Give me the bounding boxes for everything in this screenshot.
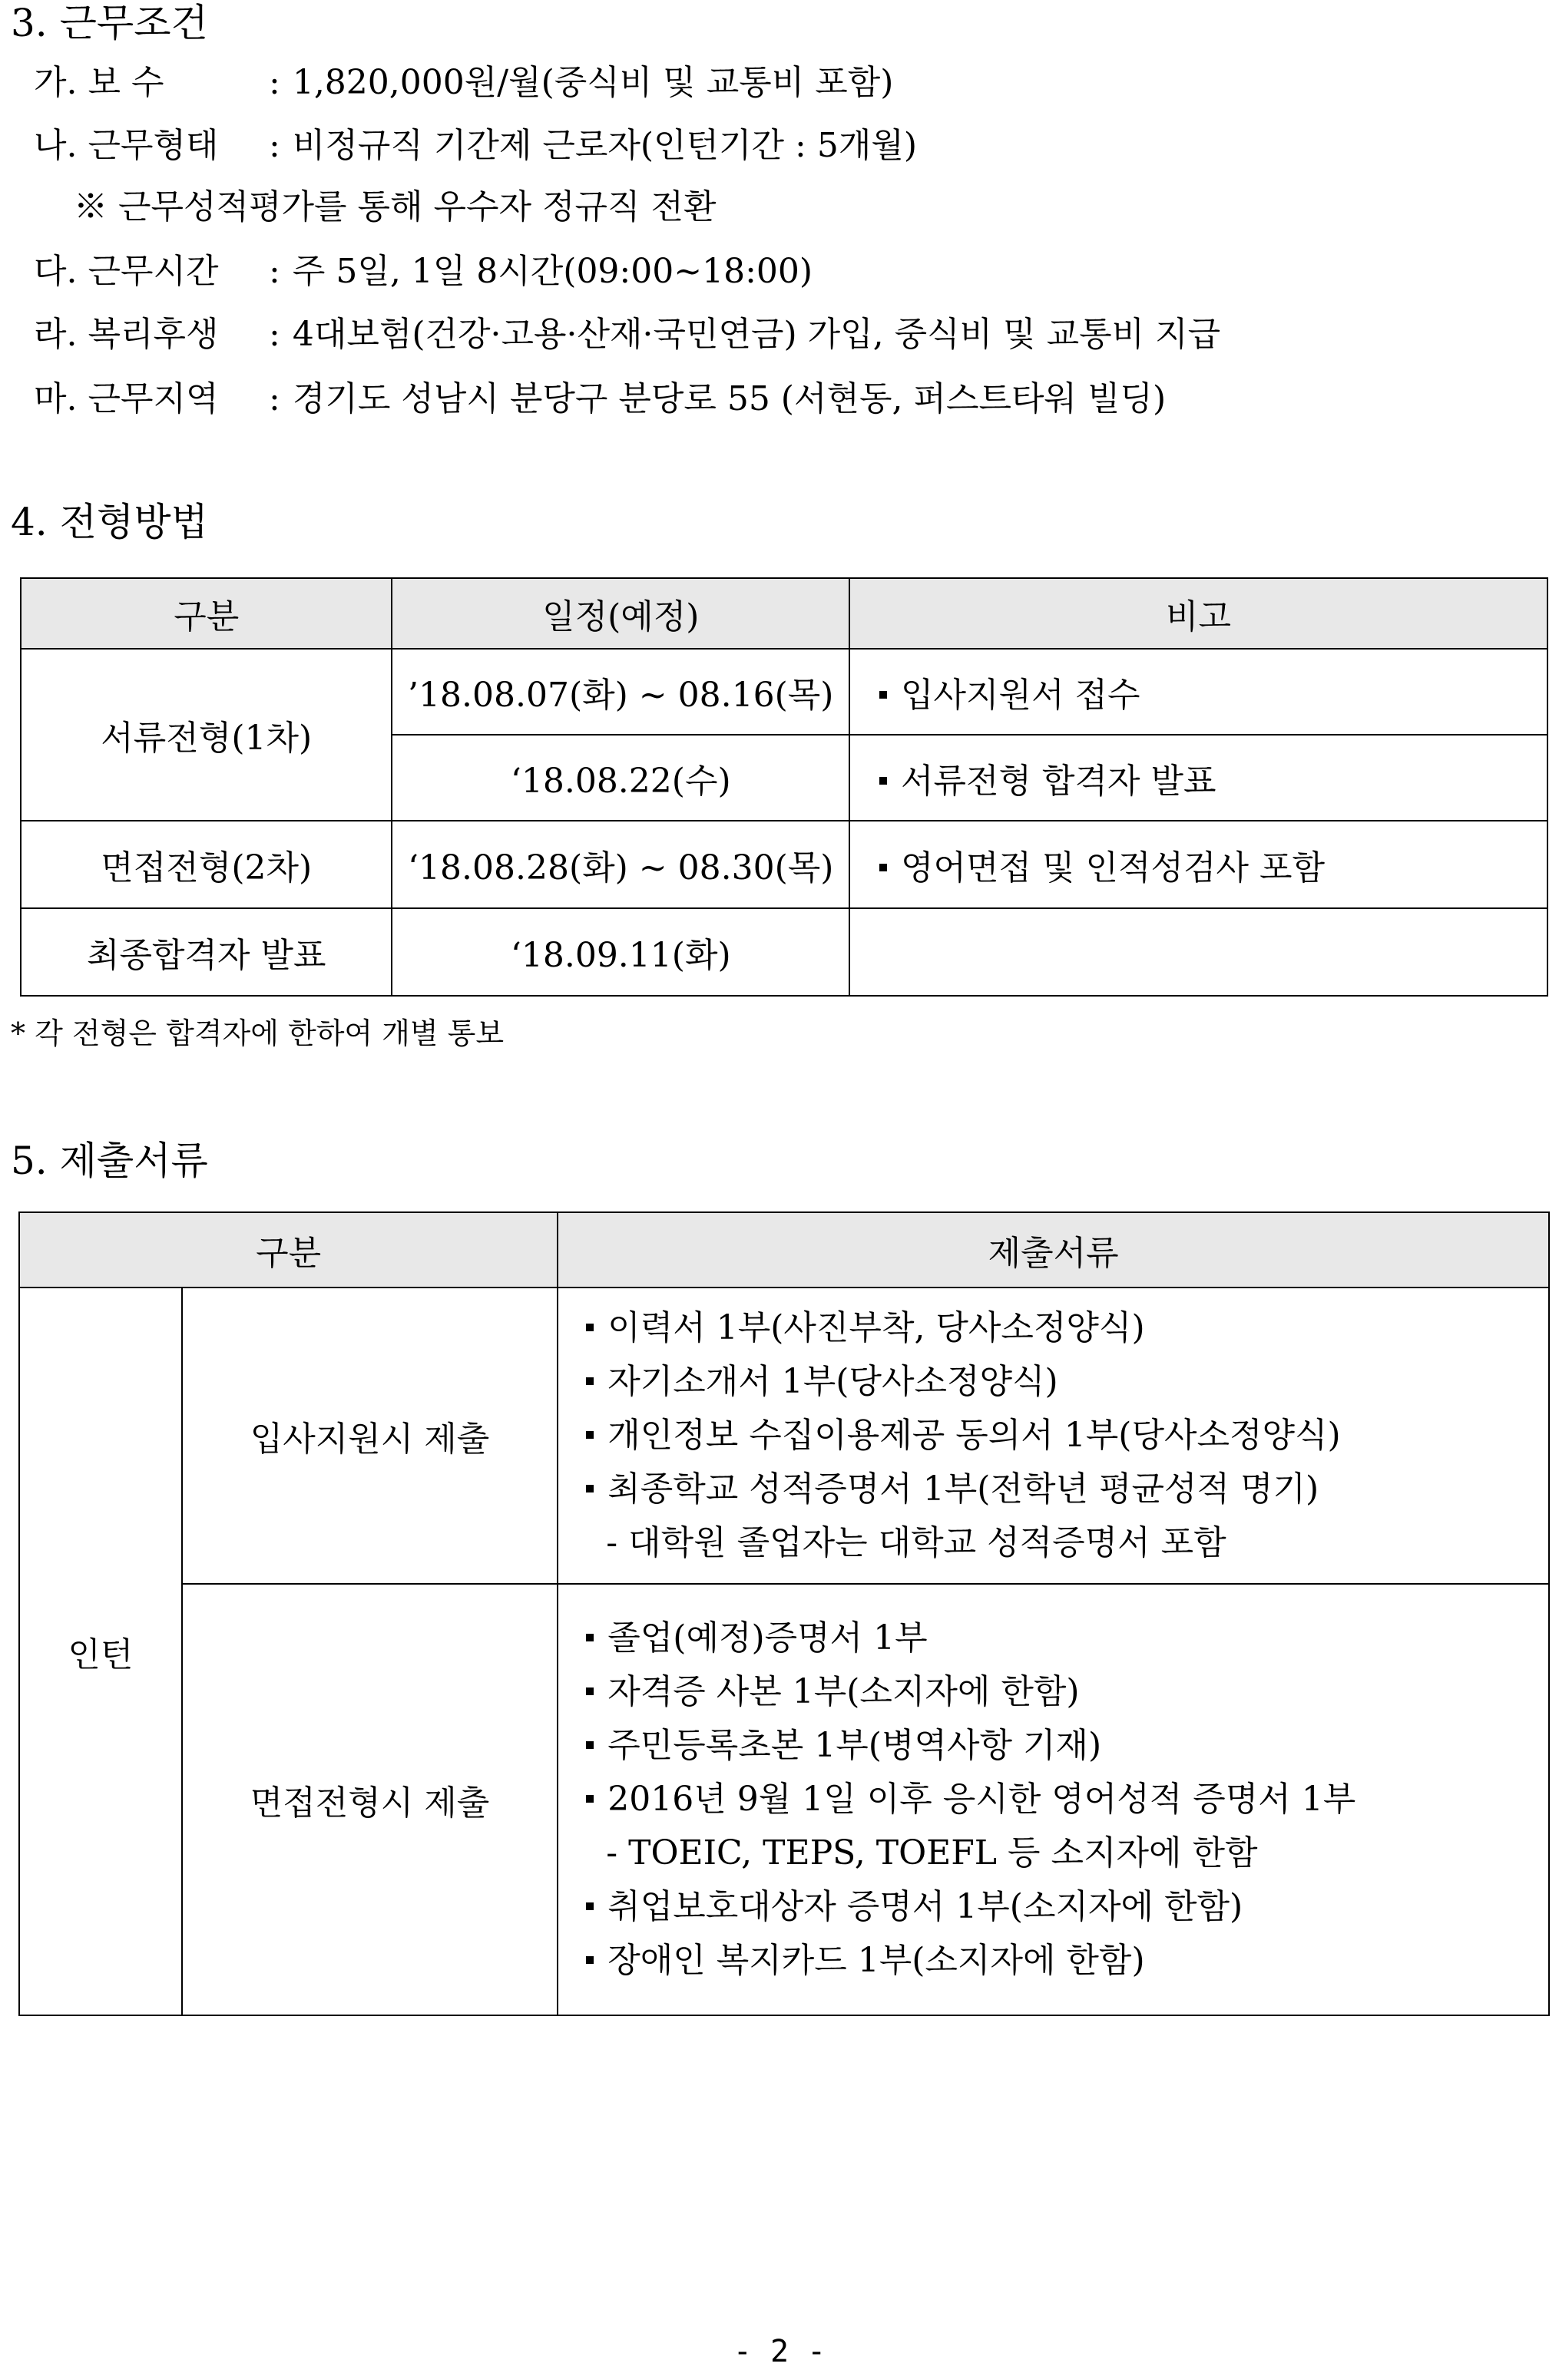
section4-heading: 4. 전형방법: [11, 500, 208, 544]
condition-benefits: 라. 복리후생 : 4대보험(건강·고용·산재·국민연금) 가입, 중식비 및 교통비 지급: [34, 313, 1220, 356]
document-item: [586, 1719, 1548, 1773]
remark-cell: [849, 649, 1547, 735]
schedule-cell: ‘18.08.28(화) ~ 08.30(목): [392, 821, 849, 908]
schedule-cell: ‘18.08.22(수): [392, 735, 849, 821]
condition-value: 주 5일, 1일 8시간(09:00~18:00): [292, 252, 813, 291]
bullet-icon: [879, 864, 887, 871]
header-stage: 구분: [21, 578, 392, 649]
remark-cell: [849, 821, 1547, 908]
bullet-icon: [586, 1956, 594, 1964]
condition-label: 가. 보 수: [34, 63, 164, 102]
document-subitem: - 대학원 졸업자는 대학교 성적증명서 포함: [606, 1523, 1226, 1562]
bullet-icon: [879, 691, 887, 699]
section3-heading: 3. 근무조건: [11, 1, 208, 45]
document-text: 개인정보 수집이용제공 동의서 1부(당사소정양식): [607, 1416, 1341, 1455]
document-item: [586, 1611, 1548, 1665]
bullet-icon: [586, 1634, 594, 1641]
document-item: [586, 1463, 1548, 1516]
condition-location: 마. 근무지역 : 경기도 성남시 분당구 분당로 55 (서현동, 퍼스트타워 빌딩): [34, 378, 1166, 421]
bullet-icon: [879, 777, 887, 785]
stage-cell: 면접전형(2차): [21, 821, 392, 908]
document-text: 장애인 복지카드 1부(소지자에 한함): [607, 1941, 1145, 1980]
bullet-icon: [586, 1687, 594, 1695]
condition-value: 1,820,000원/월(중식비 및 교통비 포함): [292, 63, 894, 102]
condition-value: 비정규직 기간제 근로자(인턴기간 : 5개월): [292, 126, 917, 165]
bullet-icon: [586, 1795, 594, 1803]
remark-cell: [849, 735, 1547, 821]
remark-cell-empty: [849, 908, 1547, 996]
document-text: 최종학교 성적증명서 1부(전학년 평균성적 명기): [607, 1469, 1319, 1509]
bullet-icon: [586, 1741, 594, 1749]
condition-employment: 나. 근무형태 : 비정규직 기간제 근로자(인턴기간 : 5개월): [34, 124, 917, 167]
bullet-icon: [586, 1431, 594, 1439]
document-text: 졸업(예정)증명서 1부: [607, 1618, 928, 1658]
stage-cell: 최종합격자 발표: [21, 908, 392, 996]
document-item: [586, 1409, 1548, 1463]
document-item: [586, 1773, 1548, 1826]
condition-label: 나. 근무형태: [34, 126, 219, 165]
bullet-icon: [586, 1902, 594, 1910]
header-documents: 제출서류: [558, 1212, 1549, 1288]
document-item: [586, 1934, 1548, 1988]
selection-schedule-table: [20, 577, 1548, 997]
document-text: 자기소개서 1부(당사소정양식): [607, 1362, 1058, 1401]
document-subitem: - TOEIC, TEPS, TOEFL 등 소지자에 한함: [606, 1833, 1258, 1873]
schedule-cell: ‘18.09.11(화): [392, 908, 849, 996]
section5-heading: 5. 제출서류: [11, 1139, 208, 1183]
document-list: [558, 1584, 1549, 2015]
condition-value: 경기도 성남시 분당구 분당로 55 (서현동, 퍼스트타워 빌딩): [292, 379, 1167, 418]
group-cell: 면접전형시 제출: [182, 1584, 558, 2015]
document-item: [586, 1301, 1548, 1355]
remark-text: 서류전형 합격자 발표: [901, 762, 1216, 801]
document-text: 주민등록초본 1부(병역사항 기재): [607, 1726, 1102, 1765]
category-cell: 인턴: [19, 1288, 182, 2015]
document-text: 자격증 사본 1부(소지자에 한함): [607, 1672, 1080, 1711]
header-remark: 비고: [849, 578, 1547, 649]
document-text: 2016년 9월 1일 이후 응시한 영어성적 증명서 1부: [607, 1780, 1356, 1819]
document-text: 이력서 1부(사진부착, 당사소정양식): [607, 1308, 1145, 1347]
stage-cell: 서류전형(1차): [21, 649, 392, 821]
bullet-icon: [586, 1377, 594, 1385]
condition-label: 다. 근무시간: [34, 252, 219, 291]
remark-text: 입사지원서 접수: [901, 676, 1140, 715]
selection-footnote: * 각 전형은 합격자에 한하여 개별 통보: [11, 1016, 505, 1050]
bullet-icon: [586, 1324, 594, 1331]
document-text: 취업보호대상자 증명서 1부(소지자에 한함): [607, 1887, 1243, 1926]
condition-value: 4대보험(건강·고용·산재·국민연금) 가입, 중식비 및 교통비 지급: [292, 315, 1221, 354]
remark-text: 영어면접 및 인적성검사 포함: [901, 848, 1326, 888]
header-category: 구분: [19, 1212, 558, 1288]
condition-pay: 가. 보 수 : 1,820,000원/월(중식비 및 교통비 포함): [34, 61, 893, 104]
document-item: [586, 1665, 1548, 1719]
document-item: [586, 1355, 1548, 1409]
schedule-cell: ’18.08.07(화) ~ 08.16(목): [392, 649, 849, 735]
condition-note: ※ 근무성적평가를 통해 우수자 정규직 전환: [74, 187, 717, 226]
document-item: [586, 1880, 1548, 1934]
condition-hours: 다. 근무시간 : 주 5일, 1일 8시간(09:00~18:00): [34, 250, 813, 293]
document-list: [558, 1288, 1549, 1584]
header-schedule: 일정(예정): [392, 578, 849, 649]
group-cell: 입사지원시 제출: [182, 1288, 558, 1584]
condition-label: 마. 근무지역: [34, 379, 219, 418]
condition-label: 라. 복리후생: [34, 315, 219, 354]
bullet-icon: [586, 1485, 594, 1492]
page-number: - 2 -: [733, 2334, 826, 2369]
required-documents-table: [18, 1211, 1550, 2016]
